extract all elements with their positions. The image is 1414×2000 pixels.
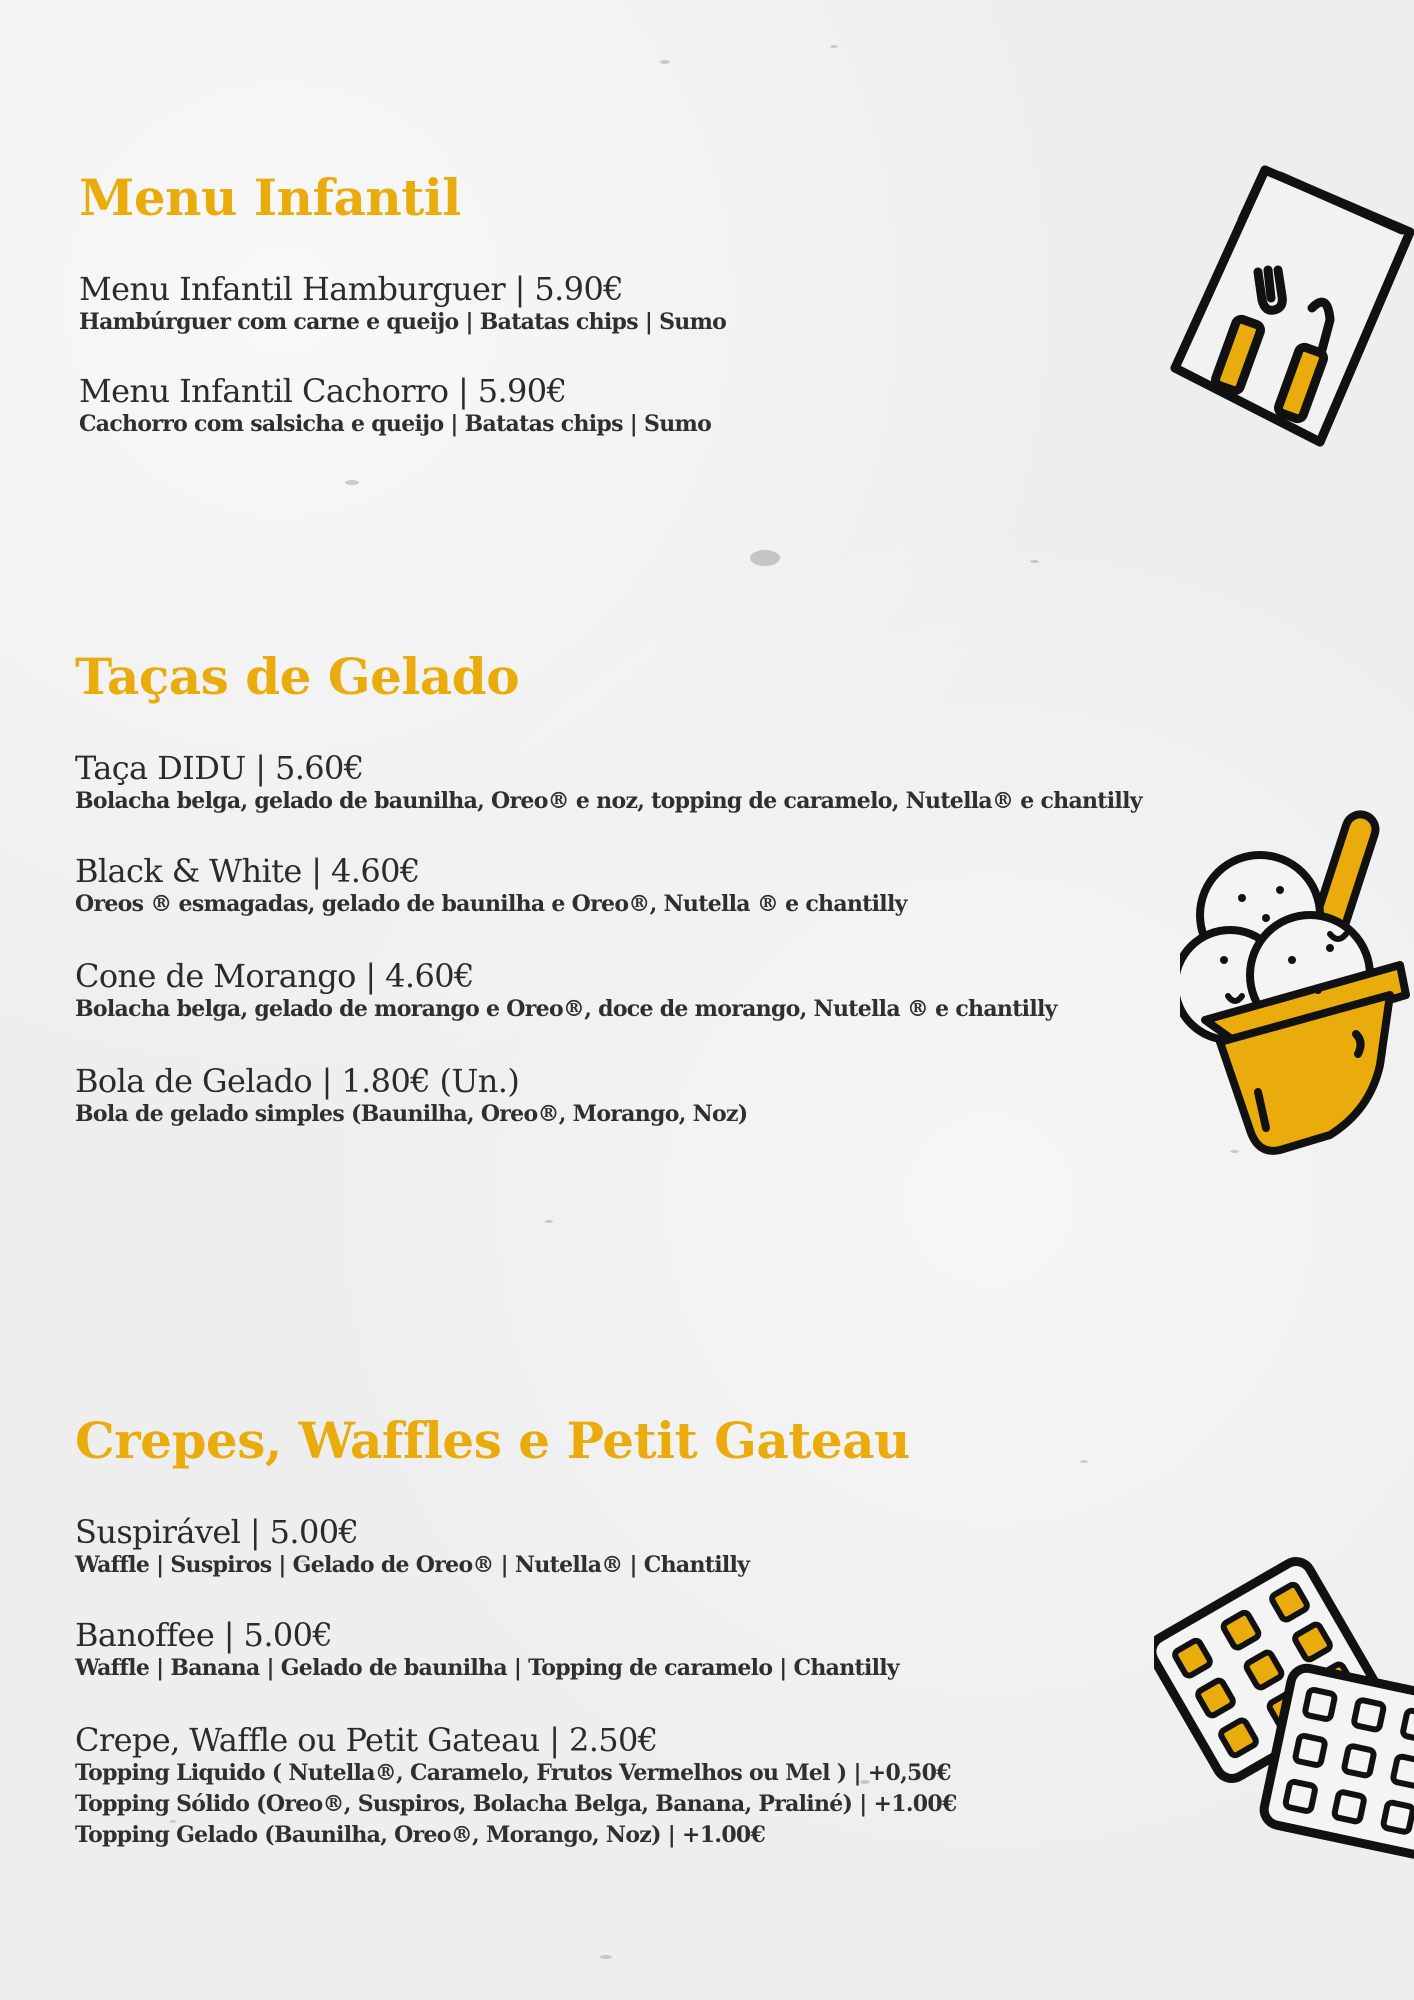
menu-item xyxy=(75,957,1057,1025)
section-crepes-waffles xyxy=(75,1411,1155,1848)
ice-cream-cup-icon xyxy=(1180,810,1414,1170)
item-name: Black & White | 4.60€ xyxy=(75,852,420,890)
item-description: Bola de gelado simples (Baunilha, Oreo®, Morango, Noz) xyxy=(75,1100,748,1127)
item-name: Suspirável | 5.00€ xyxy=(75,1513,359,1551)
item-name: Banoffee | 5.00€ xyxy=(75,1616,333,1654)
menu-item xyxy=(75,1062,748,1130)
section-menu-infantil xyxy=(79,168,1159,437)
item-description: Cachorro com salsicha e queijo | Batatas chips | Sumo xyxy=(79,410,712,437)
item-name: Crepe, Waffle ou Petit Gateau | 2.50€ xyxy=(75,1721,658,1759)
item-description: Waffle | Banana | Gelado de baunilha | Topping de caramelo | Chantilly xyxy=(75,1654,900,1681)
item-description: Topping Gelado (Baunilha, Oreo®, Morango, Noz) | +1.00€ xyxy=(75,1821,766,1848)
menu-item xyxy=(75,1513,750,1581)
section-tacas-de-gelado xyxy=(75,647,1155,1127)
section-title: Crepes, Waffles e Petit Gateau xyxy=(75,1411,910,1470)
section-title: Menu Infantil xyxy=(79,168,461,227)
menu-item xyxy=(75,852,907,920)
menu-item xyxy=(79,372,712,440)
item-name: Bola de Gelado | 1.80€ (Un.) xyxy=(75,1062,520,1100)
waffles-icon xyxy=(1154,1550,1414,1860)
item-description: Bolacha belga, gelado de morango e Oreo®, doce de morango, Nutella ® e chantilly xyxy=(75,995,1057,1022)
menu-item xyxy=(75,1616,900,1684)
item-description: Bolacha belga, gelado de baunilha, Oreo® e noz, topping de caramelo, Nutella® e chantilly xyxy=(75,787,1142,814)
item-name: Taça DIDU | 5.60€ xyxy=(75,749,364,787)
item-name: Cone de Morango | 4.60€ xyxy=(75,957,474,995)
item-description: Topping Sólido (Oreo®, Suspiros, Bolacha Belga, Banana, Praliné) | +1.00€ xyxy=(75,1790,957,1817)
item-description: Topping Liquido ( Nutella®, Caramelo, Frutos Vermelhos ou Mel ) | +0,50€ xyxy=(75,1759,951,1786)
item-name: Menu Infantil Cachorro | 5.90€ xyxy=(79,372,567,410)
section-title: Taças de Gelado xyxy=(75,647,520,706)
item-name: Menu Infantil Hamburguer | 5.90€ xyxy=(79,270,623,308)
item-description: Oreos ® esmagadas, gelado de baunilha e Oreo®, Nutella ® e chantilly xyxy=(75,890,907,917)
menu-item xyxy=(75,749,1142,817)
takeaway-bag-cutlery-icon xyxy=(1170,160,1414,460)
menu-item xyxy=(79,270,727,338)
item-description: Waffle | Suspiros | Gelado de Oreo® | Nutella® | Chantilly xyxy=(75,1551,750,1578)
item-description: Hambúrguer com carne e queijo | Batatas chips | Sumo xyxy=(79,308,727,335)
menu-item xyxy=(75,1721,957,1851)
